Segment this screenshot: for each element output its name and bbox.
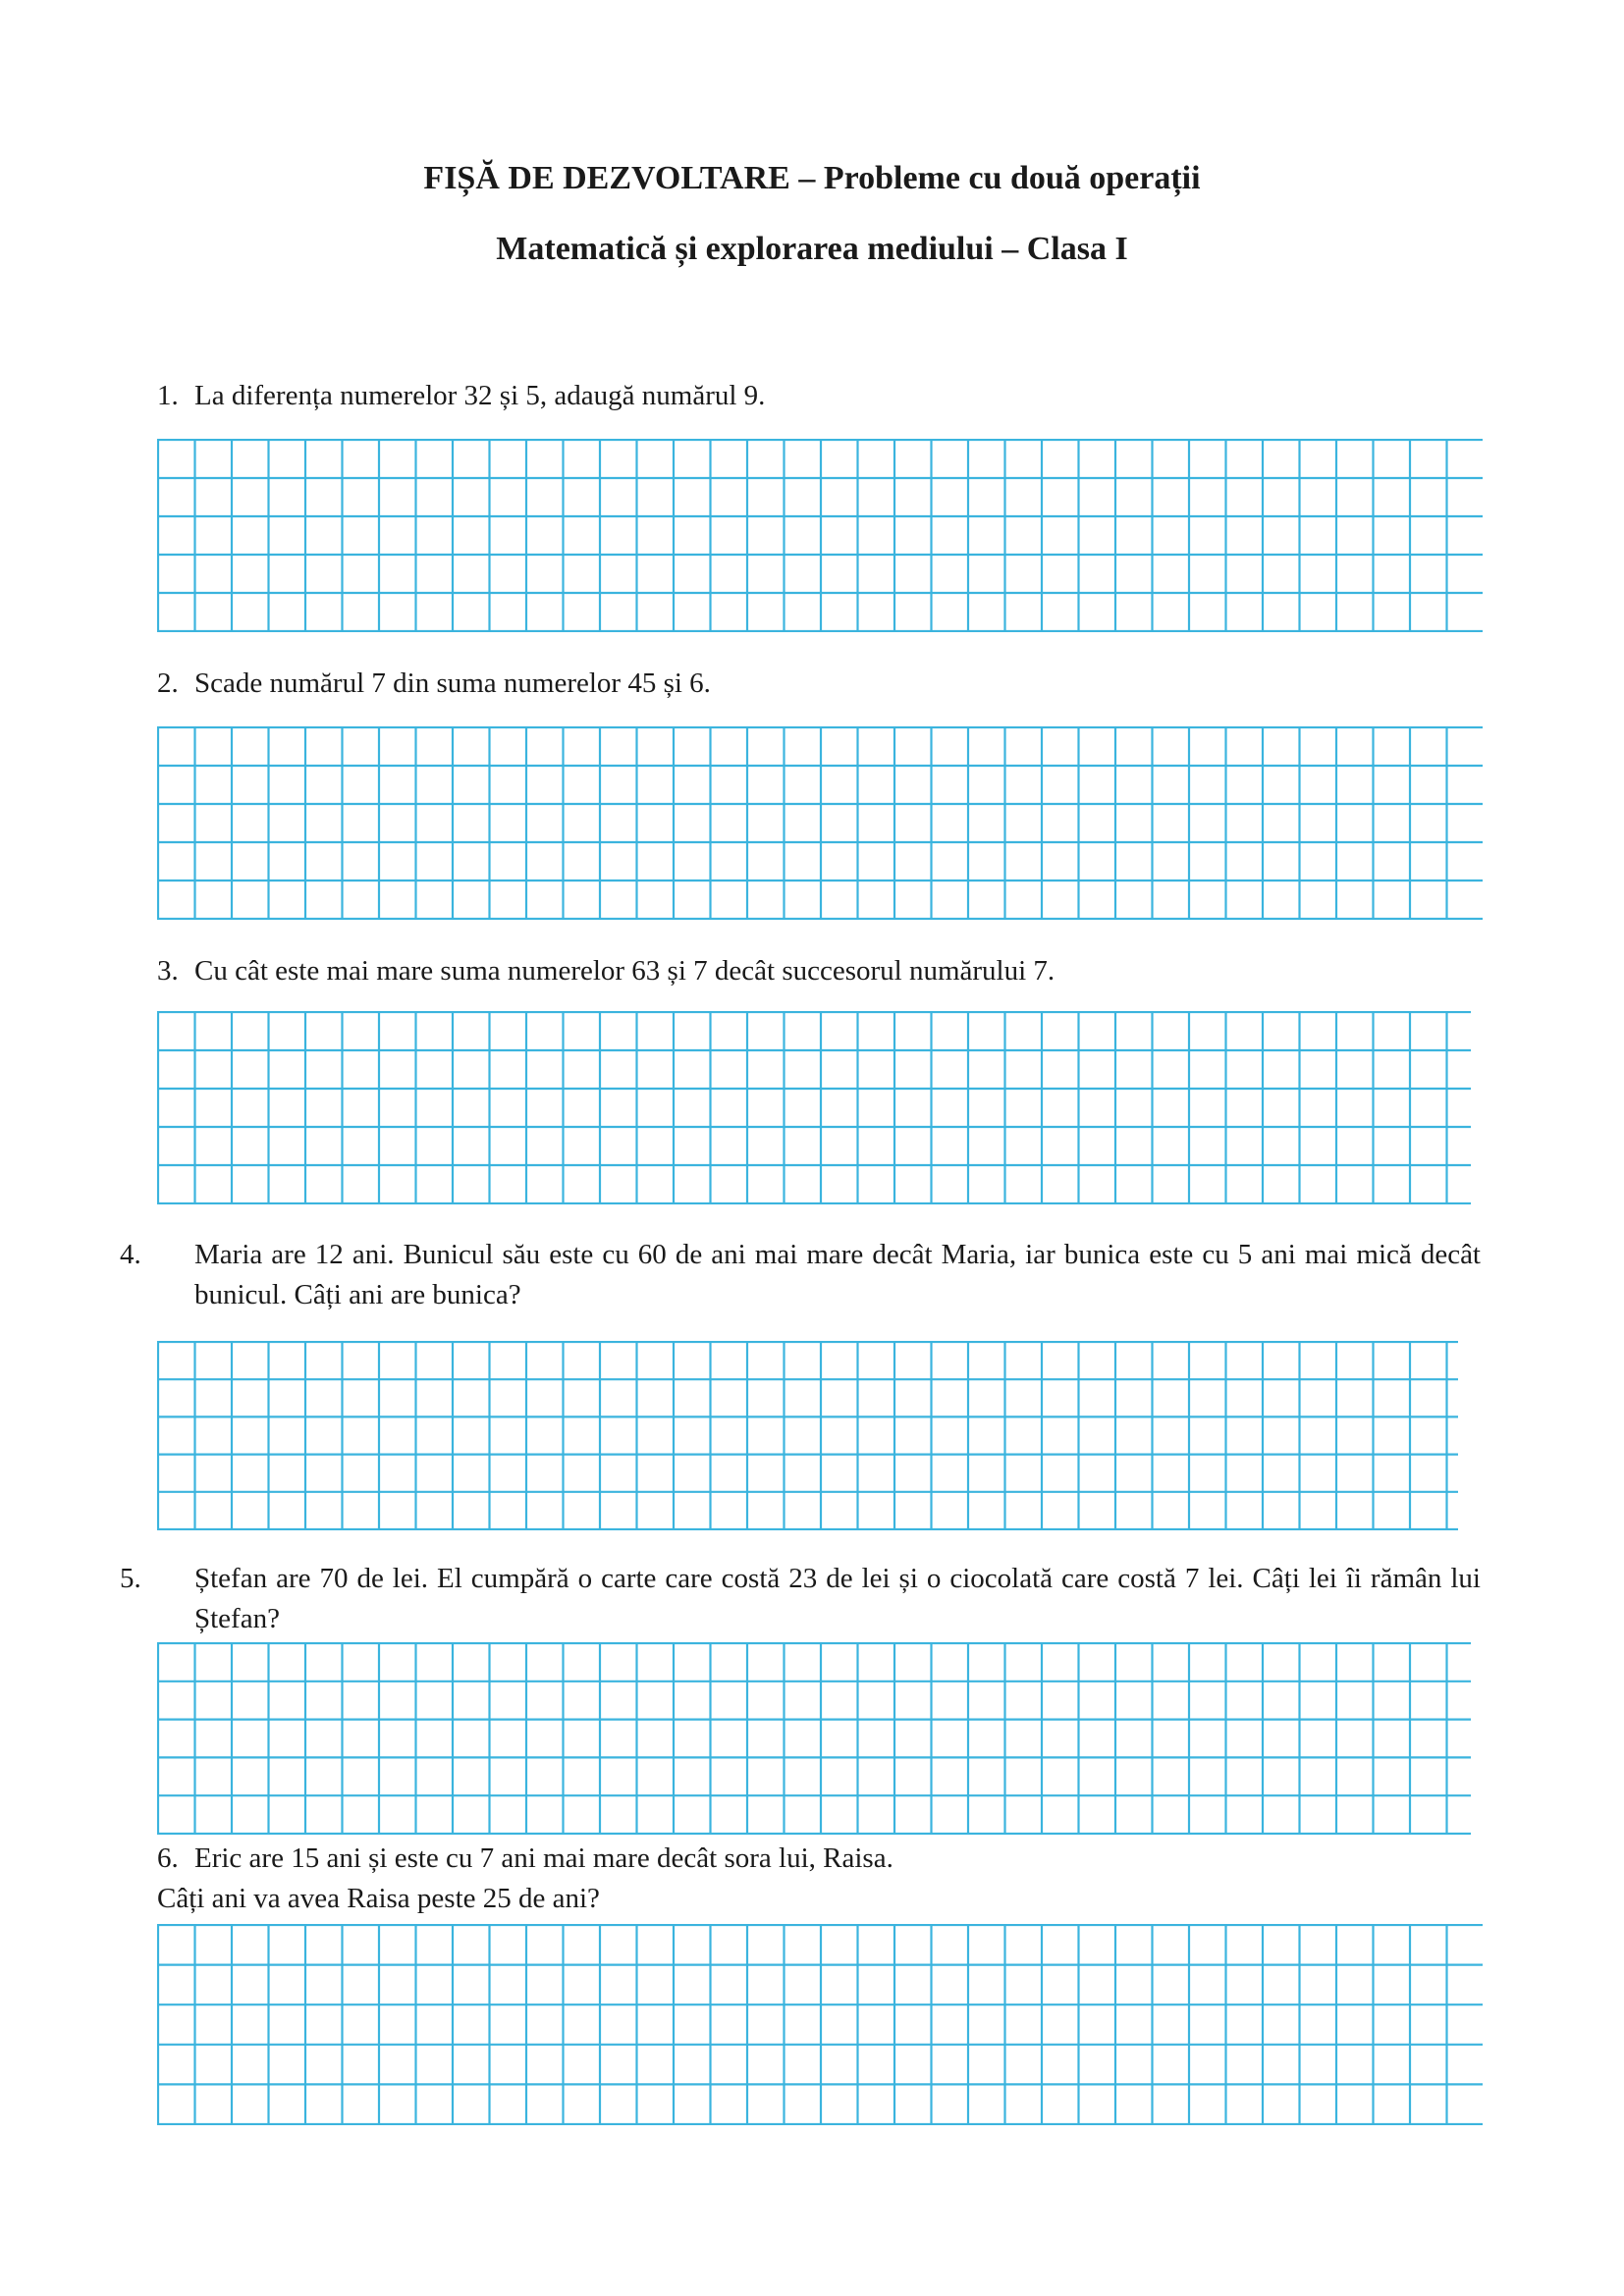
problem-2-statement: Scade numărul 7 din suma numerelor 45 și 6.: [194, 667, 711, 699]
problem-4-number: 4.: [120, 1239, 141, 1270]
problem-5-statement: Ștefan are 70 de lei. El cumpără o carte care costă 23 de lei și o ciocolată care costă 7 lei. Câți lei îi rămân lui Ștefan?: [194, 1563, 1481, 1634]
problem-3-number: 3.: [157, 955, 179, 987]
problem-2-text: [157, 664, 1481, 704]
problem-6-statement: Eric are 15 ani și este cu 7 ani mai mare decât sora lui, Raisa.: [194, 1842, 893, 1874]
answer-grid-3[interactable]: [157, 1011, 1471, 1204]
worksheet-subtitle: Matematică și explorarea mediului – Clasa I: [496, 231, 1128, 267]
problem-3-text: [157, 951, 1481, 991]
answer-grid-6[interactable]: [157, 1924, 1483, 2125]
problem-5-text: [120, 1559, 1481, 1639]
problem-3-statement: Cu cât este mai mare suma numerelor 63 și 7 decât succesorul numărului 7.: [194, 955, 1056, 987]
problem-1-statement: La diferența numerelor 32 și 5, adaugă numărul 9.: [194, 380, 766, 411]
problem-6-text: [157, 1839, 1481, 1919]
problem-6-question: Câți ani va avea Raisa peste 25 de ani?: [157, 1883, 600, 1914]
answer-grid-4[interactable]: [157, 1341, 1458, 1530]
problem-5-number: 5.: [120, 1563, 141, 1594]
problem-4-statement: Maria are 12 ani. Bunicul său este cu 60 de ani mai mare decât Maria, iar bunica este cu 5 ani mai mică decât bunicul. Câți ani are bunica?: [194, 1239, 1481, 1310]
problem-4-text: [120, 1235, 1481, 1315]
problem-1-text: [157, 376, 1481, 416]
answer-grid-2[interactable]: [157, 726, 1483, 920]
answer-grid-5[interactable]: [157, 1642, 1471, 1835]
answer-grid-1[interactable]: [157, 439, 1483, 632]
problem-2-number: 2.: [157, 667, 179, 699]
problem-1-number: 1.: [157, 380, 179, 411]
problem-6-number: 6.: [157, 1842, 179, 1874]
worksheet-title: FIȘĂ DE DEZVOLTARE – Probleme cu două operații: [423, 160, 1201, 196]
